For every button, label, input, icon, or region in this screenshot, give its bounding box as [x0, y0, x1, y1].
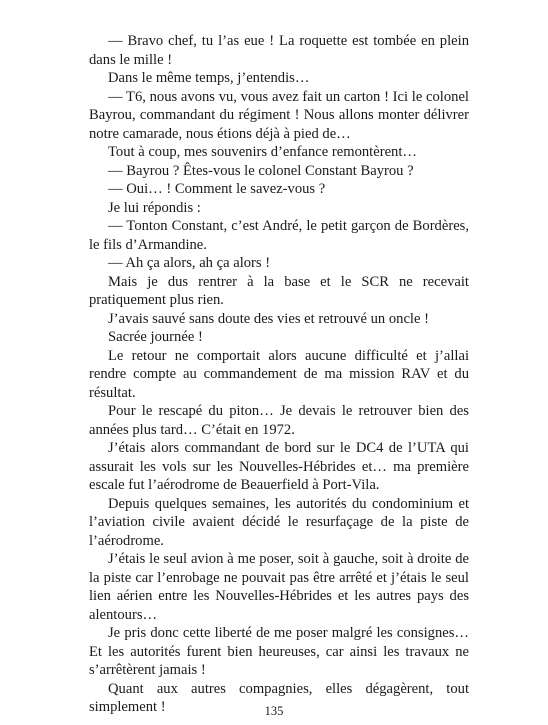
paragraph: Le retour ne comportait alors aucune difficulté et j’allai rendre compte au commandement de ma mission RAV et du résultat.	[89, 347, 469, 401]
paragraph: — Tonton Constant, c’est André, le petit garçon de Bordères, le fils d’Armandine.	[89, 218, 469, 253]
body-text	[89, 32, 469, 717]
page-number: 135	[264, 704, 284, 718]
paragraph: Quant aux autres compagnies, elles dégagèrent, tout simplement !	[89, 680, 469, 715]
paragraph: — Oui… ! Comment le savez-vous ?	[108, 181, 326, 197]
paragraph: — Bravo chef, tu l’as eue ! La roquette est tombée en plein dans le mille !	[89, 33, 469, 68]
paragraph: — T6, nous avons vu, vous avez fait un carton ! Ici le colonel Bayrou, commandant du régiment ! Nous allons monter délivrer notre camarade, nous étions déjà à pied de…	[89, 88, 469, 142]
paragraph: J’étais le seul avion à me poser, soit à gauche, soit à droite de la piste car l’enrobage ne pouvait pas être arrêté et j’étais le seul lien aérien entre les Nouvelles-Hébrides et les autres pays des alentours…	[89, 551, 469, 623]
paragraph: Tout à coup, mes souvenirs d’enfance remontèrent…	[108, 144, 417, 160]
paragraph: Mais je dus rentrer à la base et le SCR ne recevait pratiquement plus rien.	[89, 273, 469, 308]
paragraph: J’avais sauvé sans doute des vies et retrouvé un oncle !	[108, 310, 429, 327]
paragraph: Je pris donc cette liberté de me poser malgré les consignes… Et les autorités furent bien heureuses, car ainsi les travaux ne s’arrêtèrent jamais !	[89, 625, 469, 678]
paragraph: Dans le même temps, j’entendis…	[108, 70, 310, 86]
paragraph: Sacrée journée !	[108, 329, 203, 345]
paragraph: — Ah ça alors, ah ça alors !	[108, 255, 271, 271]
paragraph: Depuis quelques semaines, les autorités du condominium et l’aviation civile avaient décidé le resurfaçage de la piste de l’aérodrome.	[89, 495, 469, 549]
paragraph: — Bayrou ? Êtes-vous le colonel Constant Bayrou ?	[108, 162, 414, 179]
paragraph: Je lui répondis :	[108, 199, 201, 216]
paragraph: J’étais alors commandant de bord sur le DC4 de l’UTA qui assurait les vols sur les Nouvelles-Hébrides et… ma première escale fut l’aérodrome de Beauerfield à Port-Vila.	[89, 440, 469, 493]
paragraph: Pour le rescapé du piton… Je devais le retrouver bien des années plus tard… C’était en 1972.	[89, 403, 469, 438]
